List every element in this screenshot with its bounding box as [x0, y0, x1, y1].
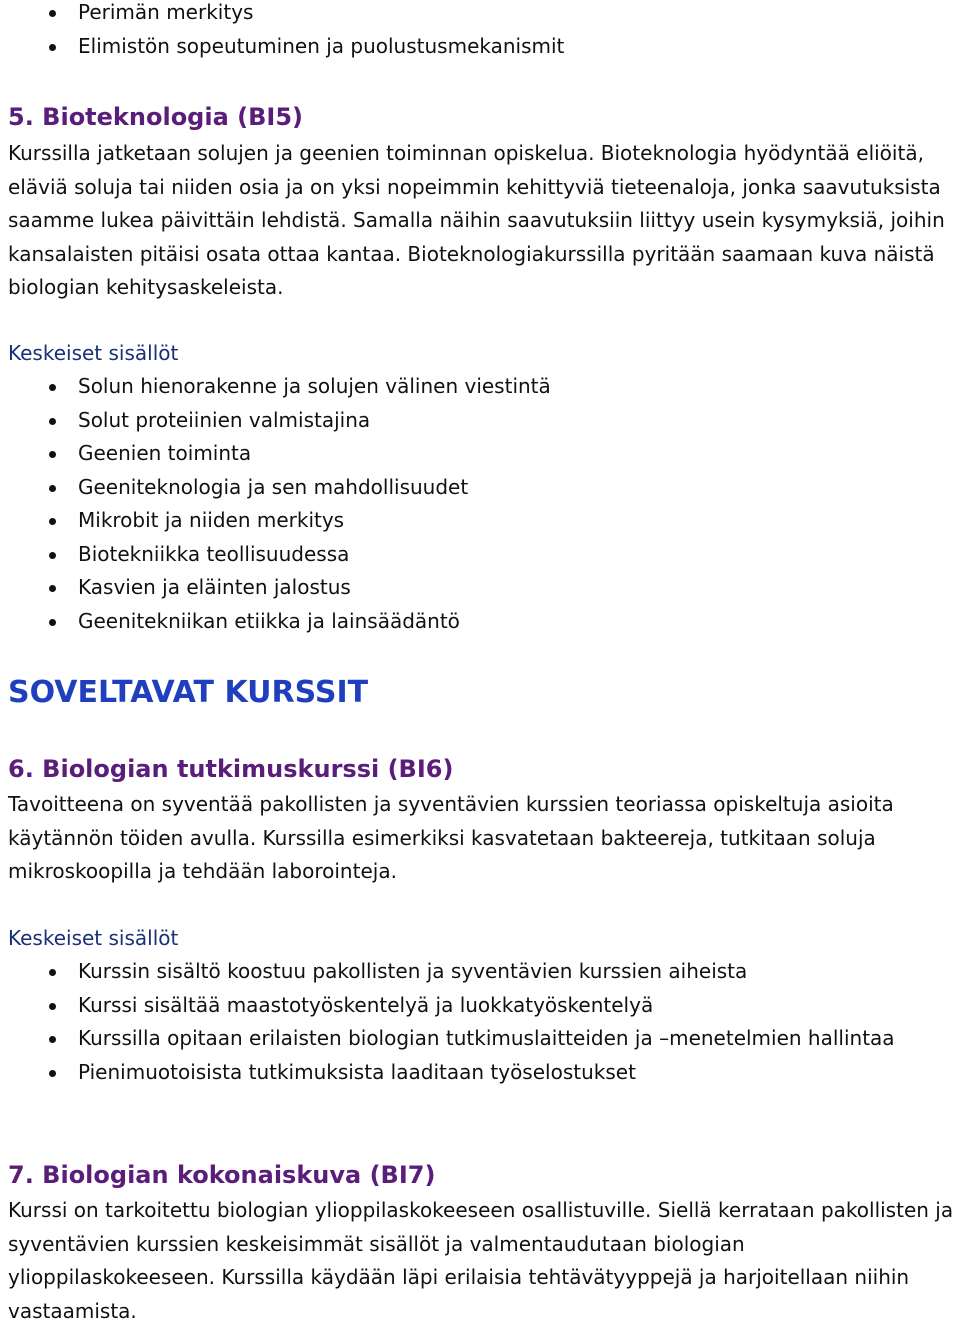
bi7-heading: 7. Biologian kokonaiskuva (BI7)	[8, 1161, 436, 1189]
list-item: Geenien toiminta	[8, 437, 958, 471]
bi6-content-list	[8, 955, 958, 1089]
list-item: Kurssilla opitaan erilaisten biologian tutkimuslaitteiden ja –menetelmien hallintaa	[8, 1022, 908, 1056]
list-item: Solut proteiinien valmistajina	[8, 404, 958, 438]
list-item: Solun hienorakenne ja solujen välinen viestintä	[8, 370, 958, 404]
list-item: Geenitekniikan etiikka ja lainsäädäntö	[8, 605, 958, 639]
list-item: Kurssi sisältää maastotyöskentelyä ja luokkatyöskentelyä	[8, 989, 958, 1023]
list-item: Biotekniikka teollisuudessa	[8, 538, 958, 572]
list-item: Mikrobit ja niiden merkitys	[8, 504, 958, 538]
bi5-heading: 5. Bioteknologia (BI5)	[8, 103, 303, 131]
list-item: Kasvien ja eläinten jalostus	[8, 571, 958, 605]
bi5-paragraph: Kurssilla jatketaan solujen ja geenien toiminnan opiskelua. Bioteknologia hyödyntää eliöitä, eläviä soluja tai niiden osia ja on yksi nopeimmin kehittyviä tieteenaloja, jonka saavutuksista saamme lukea päivittäin lehdistä. Samalla näihin saavutuksiin liittyy usein kysymyksiä, joihin kansalaisten pitäisi osata ottaa kantaa. Bioteknologiakurssilla pyritään saamaan kuva näistä biologian kehitysaskeleista.	[8, 141, 945, 299]
list-item: Elimistön sopeutuminen ja puolustusmekanismit	[8, 30, 958, 64]
bi6-heading: 6. Biologian tutkimuskurssi (BI6)	[8, 755, 454, 783]
bi6-subheading: Keskeiset sisällöt	[8, 926, 179, 950]
bi7-paragraph: Kurssi on tarkoitettu biologian ylioppilaskokeeseen osallistuville. Siellä kerrataan pakollisten ja syventävien kurssien keskeisimmät sisällöt ja valmentaudutaan biologian ylioppilaskokeeseen. Kurssilla käydään läpi erilaisia tehtävätyyppejä ja harjoitellaan niihin vastaamista.	[8, 1198, 954, 1323]
bi6-paragraph: Tavoitteena on syventää pakollisten ja syventävien kurssien teoriassa opiskeltuja asioita käytännön töiden avulla. Kurssilla esimerkiksi kasvatetaan bakteereja, tutkitaan soluja mikroskoopilla ja tehdään laborointeja.	[8, 792, 894, 883]
bi5-content-list	[8, 370, 958, 638]
list-item: Perimän merkitys	[8, 0, 958, 30]
list-item: Pienimuotoisista tutkimuksista laaditaan työselostukset	[8, 1056, 958, 1090]
bi5-subheading: Keskeiset sisällöt	[8, 341, 179, 365]
list-item: Kurssin sisältö koostuu pakollisten ja syventävien kurssien aiheista	[8, 955, 958, 989]
applied-courses-heading: SOVELTAVAT KURSSIT	[8, 675, 369, 710]
top-bullet-list	[8, 0, 958, 63]
list-item: Geeniteknologia ja sen mahdollisuudet	[8, 471, 958, 505]
